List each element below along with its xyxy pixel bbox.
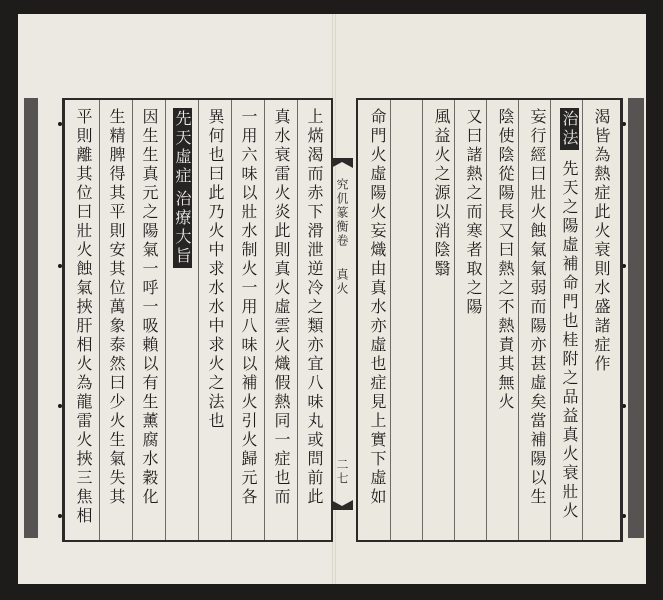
- left-column-4: 異何也曰此乃火中求水水中求火之法也: [206, 108, 225, 431]
- treatment-heading: 治法: [560, 110, 579, 148]
- section-heading-2: 治療大旨: [173, 190, 192, 266]
- left-column-6: 因生生真元之陽氣一呼一吸賴以有生薰腐水穀化: [140, 108, 159, 507]
- right-edge-bleed: [628, 98, 644, 538]
- right-column-6: 風益火之源以消陰翳: [432, 108, 451, 279]
- right-column-7: 命門火虛陽火妄熾由真水亦虛也症見上實下虛如: [368, 108, 387, 507]
- left-edge-bleed: [24, 98, 38, 538]
- book-title: 究仉篆衡卷: [335, 178, 349, 248]
- center-margin: [328, 98, 356, 538]
- left-column-8: 平則離其位曰壯火蝕氣挾肝相火為龍雷火挾三焦相: [74, 108, 93, 526]
- section-heading-1: 先天虛症: [173, 110, 192, 186]
- left-column-2: 真水衰雷火炎此則真火虛雲火熾假熱同一症也而: [272, 108, 291, 507]
- right-column-4: 陰使陰從陽長又曰熱之不熱責其無火: [496, 108, 515, 412]
- fishtail-top-icon: [331, 158, 353, 170]
- right-column-5: 又曰諸熱之而寒者取之陽: [464, 108, 483, 317]
- right-column-2: [558, 108, 580, 150]
- right-text-frame: [356, 98, 623, 542]
- left-column-7: 生精脾得其平則安其位萬象泰然曰少火生氣失其: [107, 108, 126, 507]
- fishtail-bottom-icon: [331, 498, 353, 510]
- right-column-3: 妄行經曰壯火蝕氣氣弱而陽亦甚虛矣當補陽以生: [528, 108, 547, 507]
- section-name: 真火: [335, 268, 349, 296]
- right-column-2-text: 先天之陽虛補命門也桂附之品益真火衰壯火: [560, 160, 579, 521]
- left-column-1: 上焫渴而赤下滑泄逆冷之類亦宜八味丸或問前此: [305, 108, 324, 507]
- left-column-3: 一用六味以壯水制火一用八味以補火引火歸元各: [239, 108, 258, 507]
- right-column-1: 渴皆為熱症此火衰則水盛諸症作: [592, 108, 611, 374]
- left-column-heading: [171, 108, 193, 268]
- page-number: 二七: [335, 458, 349, 486]
- left-text-frame: [62, 98, 333, 542]
- book-spread: [18, 14, 646, 584]
